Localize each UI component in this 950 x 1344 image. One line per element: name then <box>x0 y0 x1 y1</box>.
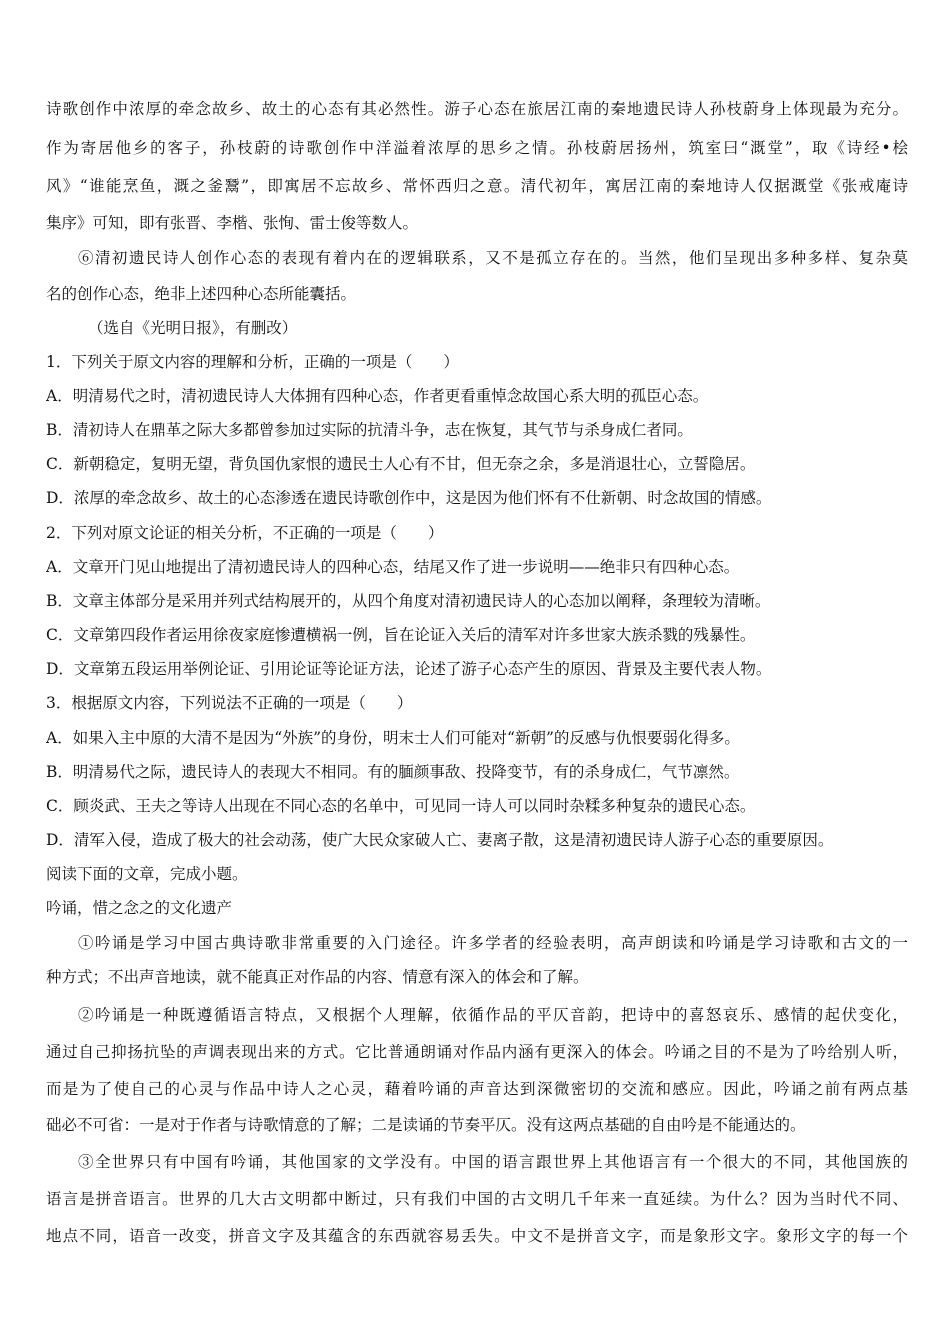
question-3-option-d: D．清军入侵，造成了极大的社会动荡，使广大民众家破人亡、妻离子散，这是清初遗民诗人游子心态的重要原因。 <box>46 831 834 849</box>
question-1-option-c: C．新朝稳定，复明无望，背负国仇家恨的遗民士人心有不甘，但无奈之余，多是消退壮心，立誓隐居。 <box>46 455 756 473</box>
passage2-para3-line: ③全世界只有中国有吟诵，其他国家的文学没有。中国的语言跟世界上其他语言有一个很大的不同，其他国族的 <box>78 1153 908 1171</box>
question-3-option-a: A．如果入主中原的大清不是因为“外族”的身份，明末士人们可能对“新朝”的反感与仇恨要弱化得多。 <box>46 729 740 747</box>
question-1-option-b: B．清初诗人在鼎革之际大多都曾参加过实际的抗清斗争，志在恢复，其气节与杀身成仁者同。 <box>46 421 693 439</box>
passage2-para1-line: ①吟诵是学习中国古典诗歌非常重要的入门途径。许多学者的经验表明，高声朗读和吟诵是学习诗歌和古文的一 <box>78 934 908 952</box>
question-1-option-d: D．浓厚的牵念故乡、故土的心态渗透在遗民诗歌创作中，这是因为他们怀有不仕新朝、时念故国的情感。 <box>46 489 772 507</box>
question-2-stem: 2．下列对原文论证的相关分析，不正确的一项是（ ） <box>46 524 444 542</box>
question-2-option-a: A．文章开门见山地提出了清初遗民诗人的四种心态，结尾又作了进一步说明——绝非只有四种心态。 <box>46 558 740 576</box>
question-1-stem: 1．下列关于原文内容的理解和分析，正确的一项是（ ） <box>46 353 459 371</box>
passage1-para6-line: ⑥清初遗民诗人创作心态的表现有着内在的逻辑联系，又不是孤立存在的。当然，他们呈现出多种多样、复杂莫 <box>78 249 908 267</box>
passage2-para2-line: 通过自己抑扬抗坠的声调表现出来的方式。它比普通朗诵对作品内涵有更深入的体会。吟诵之目的不是为了吟给别人听， <box>46 1043 908 1061</box>
passage1-para5-line: 诗歌创作中浓厚的牵念故乡、故土的心态有其必然性。游子心态在旅居江南的秦地遗民诗人孙枝蔚身上体现最为充分。 <box>46 100 908 118</box>
question-3-stem: 3．根据原文内容，下列说法不正确的一项是（ ） <box>46 694 413 712</box>
passage2-para1-line: 种方式；不出声音地读，就不能真正对作品的内容、情意有深入的体会和了解。 <box>46 968 589 986</box>
question-3-option-b: B．明清易代之际，遗民诗人的表现大不相同。有的腼颜事敌、投降变节，有的杀身成仁，气节凛然。 <box>46 763 740 781</box>
reading-instruction: 阅读下面的文章，完成小题。 <box>46 865 248 883</box>
question-2-option-b: B．文章主体部分是采用并列式结构展开的，从四个角度对清初遗民诗人的心态加以阐释，条理较为清晰。 <box>46 592 771 610</box>
question-3-option-c: C．顾炎武、王夫之等诗人出现在不同心态的名单中，可见同一诗人可以同时杂糅多种复杂的遗民心态。 <box>46 797 756 815</box>
passage2-para3-line: 地点不同，语音一改变，拼音文字及其蕴含的东西就容易丢失。中文不是拼音文字，而是象形文字。象形文字的每一个 <box>46 1227 908 1245</box>
passage2-para3-line: 语言是拼音语言。世界的几大古文明都中断过，只有我们中国的古文明几千年来一直延续。为什么？因为当时代不同、 <box>46 1190 908 1208</box>
passage2-title: 吟诵，惜之念之的文化遗产 <box>46 899 233 917</box>
passage1-para5-line: 集序》可知，即有张晋、李楷、张恂、雷士俊等数人。 <box>46 214 419 232</box>
question-2-option-d: D．文章第五段运用举例论证、引用论证等论证方法，论述了游子心态产生的原因、背景及主要代表人物。 <box>46 660 772 678</box>
passage2-para2-line: ②吟诵是一种既遵循语言特点，又根据个人理解，依循作品的平仄音韵，把诗中的喜怒哀乐、感情的起伏变化， <box>78 1006 908 1024</box>
question-2-option-c: C．文章第四段作者运用徐夜家庭惨遭横祸一例，旨在论证入关后的清军对许多世家大族杀戮的残暴性。 <box>46 626 756 644</box>
passage1-para5-line: 作为寄居他乡的客子，孙枝蔚的诗歌创作中洋溢着浓厚的思乡之情。孙枝蔚居扬州，筑室曰“溉堂”，取《诗经•桧 <box>46 139 908 157</box>
source-citation: （选自《光明日报》，有删改） <box>88 319 298 337</box>
passage1-para5-line: 风》“谁能烹鱼，溉之釜鬵”，即寓居不忘故乡、常怀西归之意。清代初年，寓居江南的秦地诗人仅据溉堂《张戒庵诗 <box>46 177 908 195</box>
passage1-para6-line: 名的创作心态，绝非上述四种心态所能囊括。 <box>46 285 357 303</box>
passage2-para2-line: 而是为了使自己的心灵与作品中诗人之心灵，藉着吟诵的声音达到深微密切的交流和感应。因此，吟诵之前有两点基 <box>46 1080 908 1098</box>
question-1-option-a: A．明清易代之时，清初遗民诗人大体拥有四种心态，作者更看重悼念故国心系大明的孤臣心态。 <box>46 387 709 405</box>
passage2-para2-line: 础必不可省：一是对于作者与诗歌情意的了解；二是读诵的节奏平仄。没有这两点基础的自由吟是不能通达的。 <box>46 1116 806 1134</box>
